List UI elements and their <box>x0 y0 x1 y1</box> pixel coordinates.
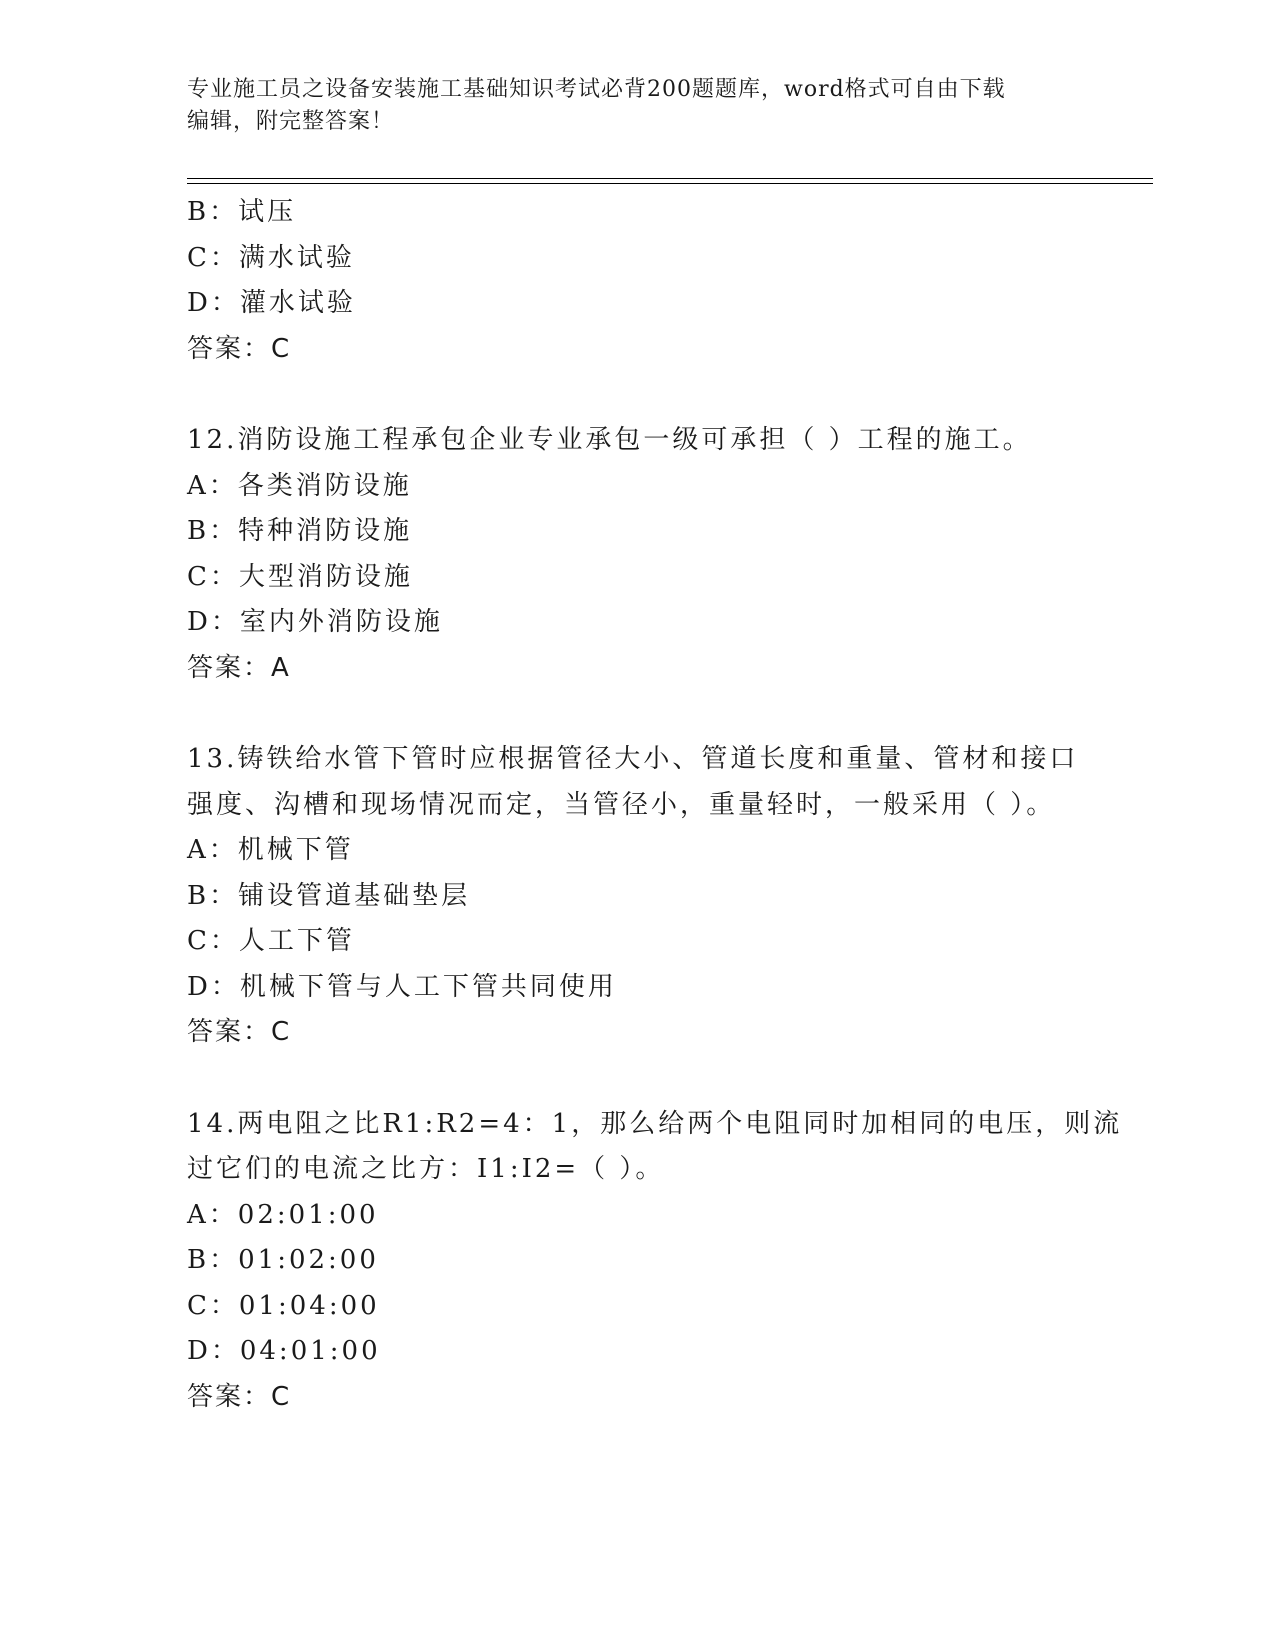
header-title-line-1: 专业施工员之设备安装施工基础知识考试必背200题题库，word格式可自由下载 <box>187 77 1006 102</box>
answer-line: 答案：C <box>187 1017 292 1047</box>
option-b: B：试压 <box>187 197 297 227</box>
spacer <box>187 1056 1087 1102</box>
question-list <box>187 190 1123 1420</box>
document-header <box>187 74 1067 138</box>
spacer <box>187 691 1087 737</box>
header-divider-top <box>187 178 1153 179</box>
option-a: A：机械下管 <box>187 835 354 865</box>
option-a: A：02:01:00 <box>187 1199 379 1230</box>
option-d: D：机械下管与人工下管共同使用 <box>187 971 617 1002</box>
option-c: C：大型消防设施 <box>187 561 413 592</box>
question-text-line-2: 强度、沟槽和现场情况而定，当管径小，重量轻时，一般采用（ ）。 <box>187 789 1056 820</box>
option-d: D：室内外消防设施 <box>187 607 443 637</box>
option-d: D：04:01:00 <box>187 1336 381 1366</box>
header-title-line-2: 编辑，附完整答案！ <box>187 109 395 134</box>
question-11-block <box>187 190 1087 372</box>
header-divider-bottom <box>187 183 1153 184</box>
answer-line: 答案：C <box>187 333 292 364</box>
question-text: 12.消防设施工程承包企业专业承包一级可承担（ ）工程的施工。 <box>187 425 1032 455</box>
option-c: C：满水试验 <box>187 242 355 273</box>
spacer <box>187 372 1087 418</box>
question-14-block <box>187 1102 1123 1421</box>
answer-line: 答案：A <box>187 652 291 683</box>
option-c: C：01:04:00 <box>187 1290 380 1321</box>
question-12-block <box>187 418 1087 691</box>
option-d: D：灌水试验 <box>187 288 356 318</box>
question-text-line-2: 过它们的电流之比方：I1:I2=（ ）。 <box>187 1154 665 1184</box>
question-text-line-1: 14.两电阻之比R1:R2=4：1，那么给两个电阻同时加相同的电压，则流 <box>187 1108 1123 1139</box>
answer-line: 答案：C <box>187 1381 292 1412</box>
option-b: B：铺设管道基础垫层 <box>187 880 471 911</box>
option-b: B：01:02:00 <box>187 1245 379 1275</box>
question-13-block <box>187 737 1087 1056</box>
question-text-line-1: 13.铸铁给水管下管时应根据管径大小、管道长度和重量、管材和接口 <box>187 744 1079 774</box>
option-a: A：各类消防设施 <box>187 470 412 501</box>
option-b: B：特种消防设施 <box>187 516 413 546</box>
option-c: C：人工下管 <box>187 926 355 956</box>
